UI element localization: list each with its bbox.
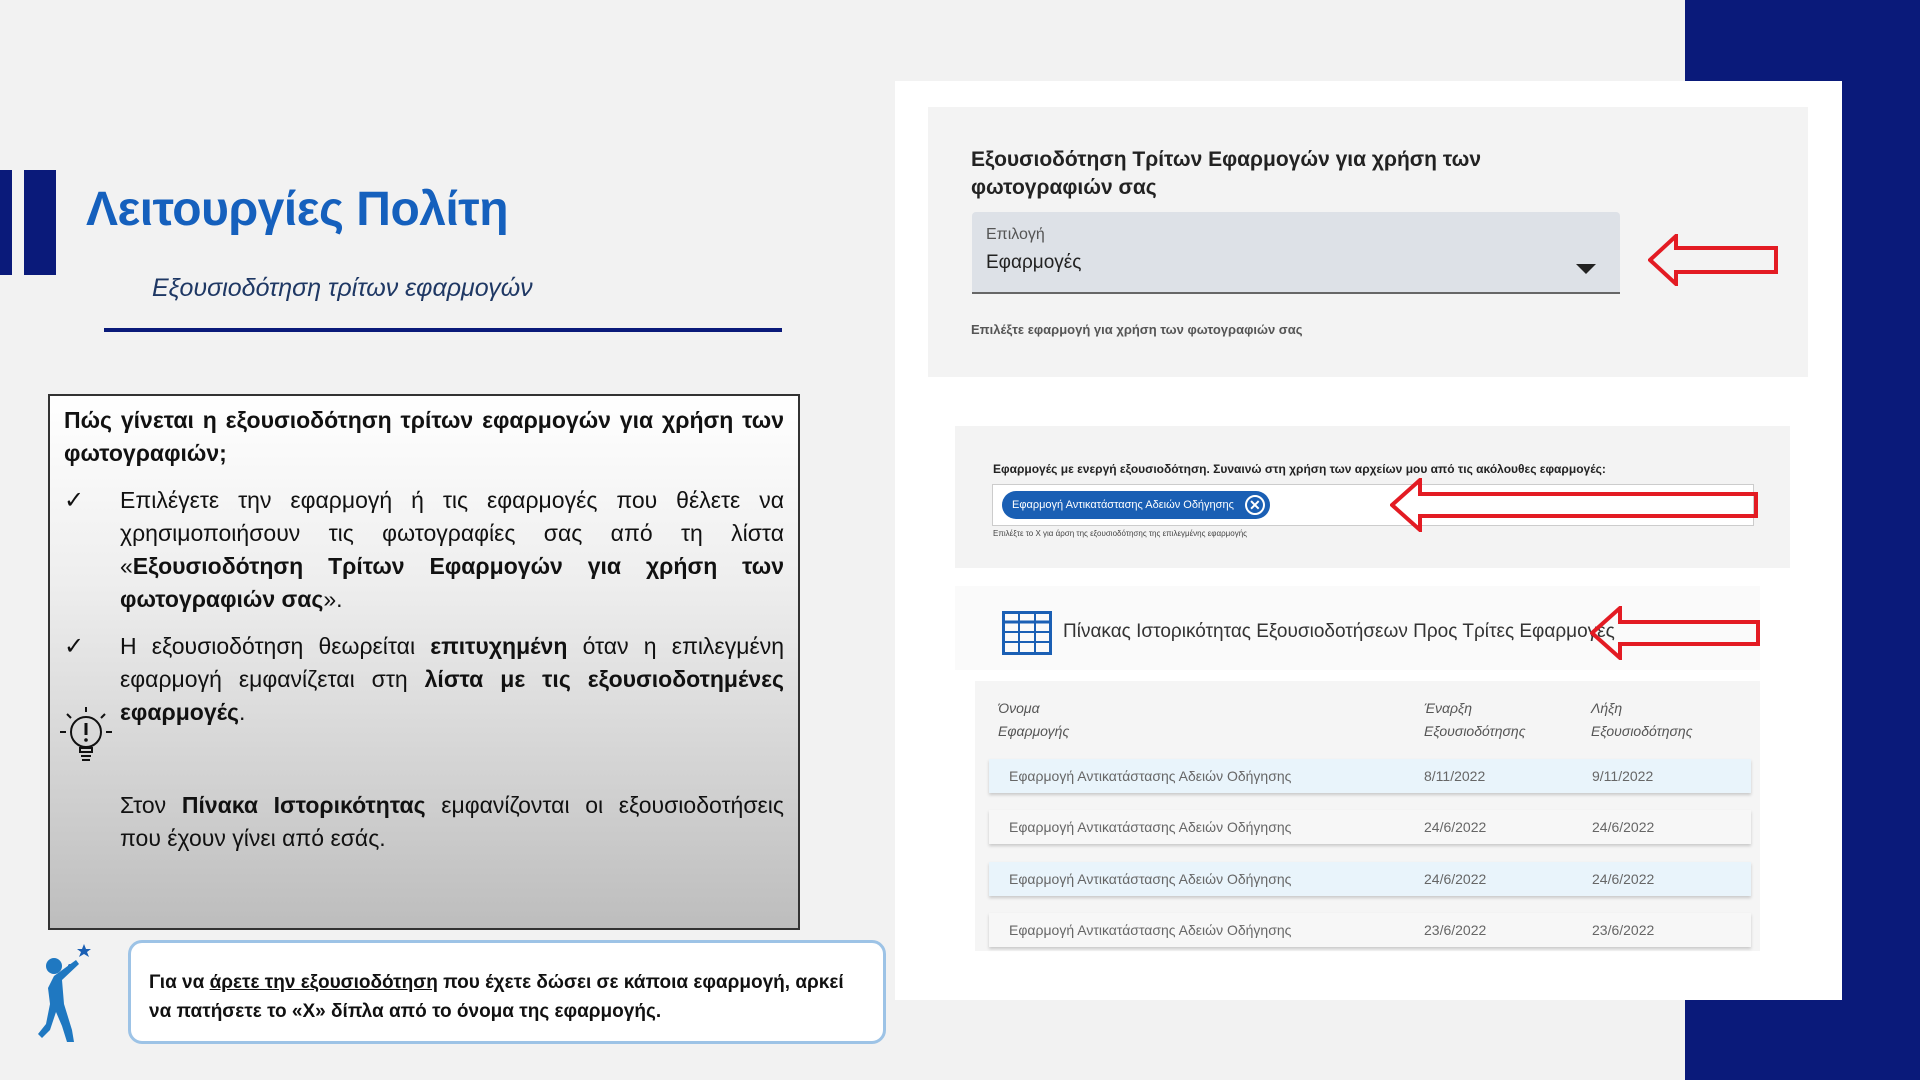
tip-text: Για να [149, 972, 210, 993]
row-start-date: 24/6/2022 [1424, 819, 1487, 835]
active-apps-title: Εφαρμογές με ενεργή εξουσιοδότηση. Συναινώ στη χρήση των αρχείων μου από τις ακόλουθες εφαρμογές: [993, 462, 1606, 476]
title-accent-bar [0, 170, 12, 275]
instructions-box [48, 394, 800, 930]
table-row [989, 810, 1751, 844]
select-label: Επιλογή [986, 226, 1045, 243]
bullet-1-text: Επιλέγετε την εφαρμογή ή τις εφαρμογές που θέλετε να χρησιμοποιήσουν τις φωτογραφίες σας από τη λίστα « [120, 487, 784, 579]
app-chip [1002, 491, 1270, 519]
authorize-card-title: Εξουσιοδότηση Τρίτων Εφαρμογών για χρήση των φωτογραφιών σας [971, 148, 1482, 199]
row-app-name: Εφαρμογή Αντικατάστασης Αδειών Οδήγησης [1009, 819, 1292, 835]
bullet-2-bold-2: λίστα με τις εξουσιοδοτημένες εφαρμογές [120, 666, 784, 725]
row-start-date: 24/6/2022 [1424, 871, 1487, 887]
person-reaching-star-icon [36, 942, 96, 1048]
row-app-name: Εφαρμογή Αντικατάστασης Αδειών Οδήγησης [1009, 922, 1292, 938]
tip-underlined-text: άρετε την εξουσιοδότηση [209, 972, 438, 993]
remove-x-icon[interactable]: ✕ [1245, 495, 1265, 515]
row-app-name: Εφαρμογή Αντικατάστασης Αδειών Οδήγησης [1009, 871, 1292, 887]
app-chip-label: Εφαρμογή Αντικατάστασης Αδειών Οδήγησης [1012, 499, 1234, 511]
col2-line2: Εξουσιοδότησης [1424, 723, 1526, 739]
paragraph-text: Στον [120, 792, 182, 818]
instruction-bullet-2 [64, 630, 784, 729]
column-header-name [998, 697, 1069, 743]
table-row [989, 862, 1751, 896]
row-app-name: Εφαρμογή Αντικατάστασης Αδειών Οδήγησης [1009, 768, 1292, 784]
paragraph-text-end: εμφανίζονται οι εξουσιοδοτήσεις που έχουν γίνει από εσάς. [120, 792, 784, 851]
page-subtitle: Εξουσιοδότηση τρίτων εφαρμογών [152, 274, 533, 302]
col1-line1: Όνομα [998, 700, 1040, 716]
bullet-2-text-mid: όταν η επιλεγμένη εφαρμογή εμφανίζεται στη [120, 633, 784, 692]
caret-down-icon[interactable] [1576, 264, 1596, 274]
tip-text-end: που έχετε δώσει σε κάποια εφαρμογή, αρκεί να πατήσετε το «Χ» δίπλα από το όνομα της εφαρμογής. [149, 972, 844, 1022]
row-start-date: 8/11/2022 [1424, 768, 1486, 784]
tip-box [128, 940, 886, 1044]
column-header-end [1591, 697, 1693, 743]
row-end-date: 24/6/2022 [1592, 819, 1655, 835]
bullet-2-bold-1: επιτυχημένη [430, 633, 568, 659]
arrow-left-icon [1390, 478, 1760, 532]
paragraph-bold: Πίνακα Ιστορικότητας [181, 792, 426, 818]
select-helper-text: Επιλέξτε εφαρμογή για χρήση των φωτογραφιών σας [971, 322, 1303, 337]
row-end-date: 24/6/2022 [1592, 871, 1655, 887]
col3-line2: Εξουσιοδότησης [1591, 723, 1693, 739]
bullet-1-bold: Εξουσιοδότηση Τρίτων Εφαρμογών για χρήση των φωτογραφιών σας [120, 553, 784, 612]
row-end-date: 23/6/2022 [1592, 922, 1655, 938]
table-row [989, 759, 1751, 793]
app-select-dropdown[interactable] [972, 212, 1620, 294]
table-row [989, 913, 1751, 947]
instruction-bullet-1 [64, 484, 784, 616]
row-end-date: 9/11/2022 [1592, 768, 1654, 784]
history-paragraph [64, 789, 784, 855]
select-value: Εφαρμογές [986, 252, 1082, 273]
check-icon: ✓ [64, 487, 85, 514]
active-apps-helper-text: Επιλέξτε το Χ για άρση της εξουσιοδότησης της επιλεγμένης εφαρμογής [993, 529, 1248, 538]
lightbulb-icon [58, 706, 114, 768]
col2-line1: Έναρξη [1424, 700, 1473, 716]
col3-line1: Λήξη [1591, 700, 1623, 716]
arrow-left-icon [1590, 606, 1762, 660]
row-start-date: 23/6/2022 [1424, 922, 1487, 938]
column-header-start [1424, 697, 1526, 743]
bullet-2-text-end: . [239, 699, 246, 725]
instructions-question: Πώς γίνεται η εξουσιοδότηση τρίτων εφαρμογών για χρήση των φωτογραφιών; [64, 407, 784, 466]
table-grid-icon [1002, 611, 1052, 655]
col1-line2: Εφαρμογής [998, 723, 1070, 739]
bullet-2-text: Η εξουσιοδότηση θεωρείται [120, 633, 431, 659]
history-table-title: Πίνακας Ιστορικότητας Εξουσιοδοτήσεων Προς Τρίτες Εφαρμογές [1063, 621, 1615, 642]
bullet-1-text-end: ». [323, 586, 343, 612]
title-underline [104, 328, 782, 332]
check-icon: ✓ [64, 633, 85, 660]
title-accent-bar-wide [24, 170, 56, 275]
page-title: Λειτουργίες Πολίτη [86, 183, 509, 236]
arrow-left-icon [1648, 234, 1780, 286]
